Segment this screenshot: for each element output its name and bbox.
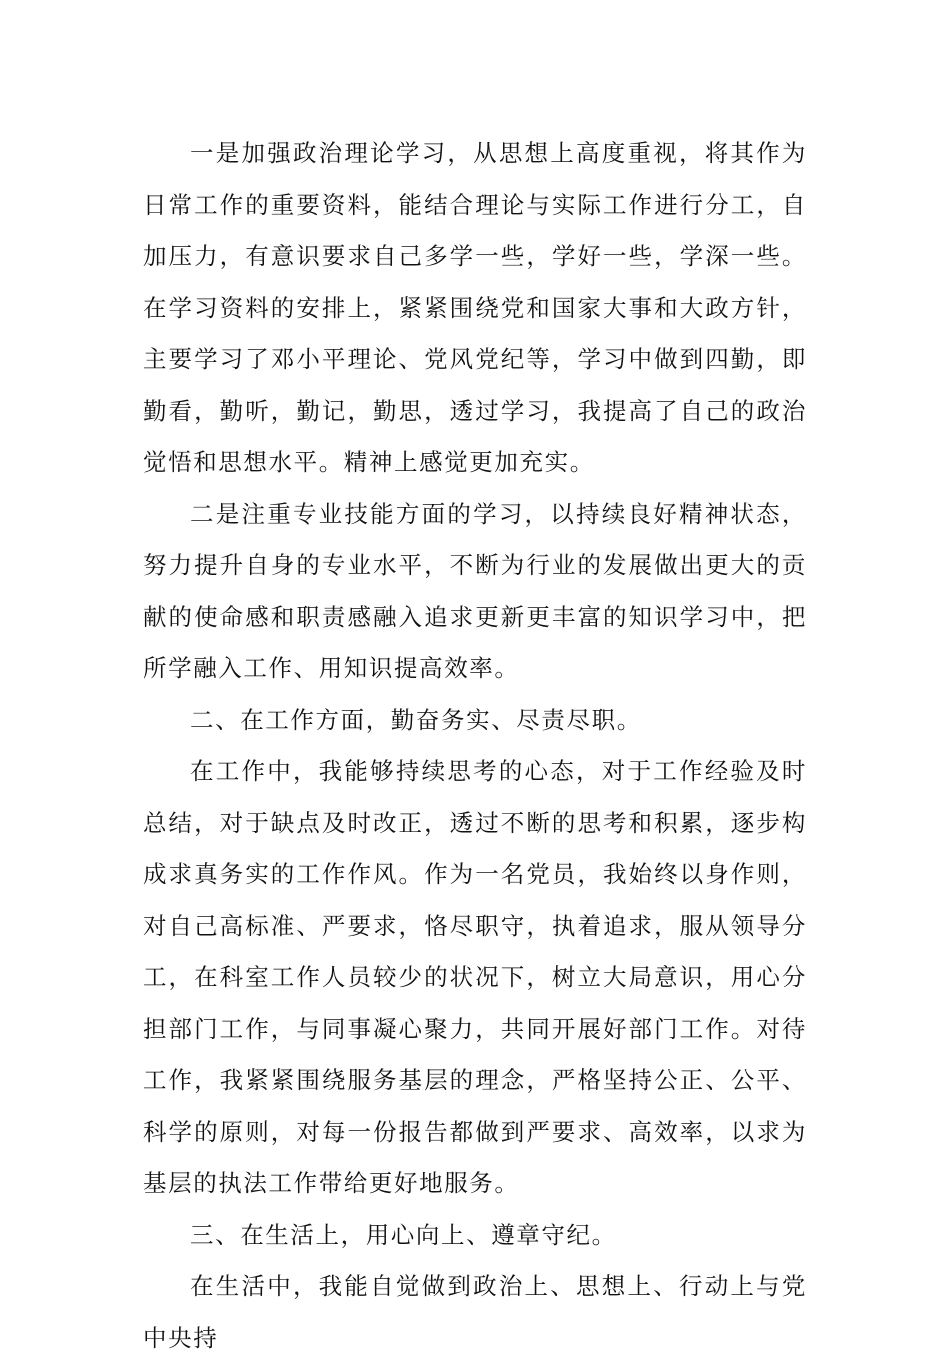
paragraph-professional-skills: 二是注重专业技能方面的学习，以持续良好精神状态，努力提升自身的专业水平，不断为行业的发展做出更大的贡献的使命感和职责感融入追求更新更丰富的知识学习中，把所学融入工作、用知识提高效率。 — [143, 499, 807, 682]
heading-work: 二、在工作方面，勤奋务实、尽责尽职。 — [190, 705, 642, 734]
paragraph-life: 在生活中，我能自觉做到政治上、思想上、行动上与党中央持 — [143, 1272, 807, 1352]
heading-life: 三、在生活上，用心向上、遵章守纪。 — [190, 1220, 617, 1249]
paragraph-political-study: 一是加强政治理论学习，从思想上高度重视，将其作为日常工作的重要资料，能结合理论与实际工作进行分工，自加压力，有意识要求自己多学一些，学好一些，学深一些。在学习资料的安排上，紧紧围绕党和国家大事和大政方针，主要学习了邓小平理论、党风党纪等，学习中做到四勤，即勤看，勤听，勤记，勤思，透过学习，我提高了自己的政治觉悟和思想水平。精神上感觉更加充实。 — [143, 139, 807, 476]
document-body — [143, 128, 807, 1364]
paragraph-work: 在工作中，我能够持续思考的心态，对于工作经验及时总结，对于缺点及时改正，透过不断的思考和积累，逐步构成求真务实的工作作风。作为一名党员，我始终以身作则，对自己高标准、严要求，恪尽职守，执着追求，服从领导分工，在科室工作人员较少的状况下，树立大局意识，用心分担部门工作，与同事凝心聚力，共同开展好部门工作。对待工作，我紧紧围绕服务基层的理念，严格坚持公正、公平、科学的原则，对每一份报告都做到严要求、高效率，以求为基层的执法工作带给更好地服务。 — [143, 757, 807, 1197]
